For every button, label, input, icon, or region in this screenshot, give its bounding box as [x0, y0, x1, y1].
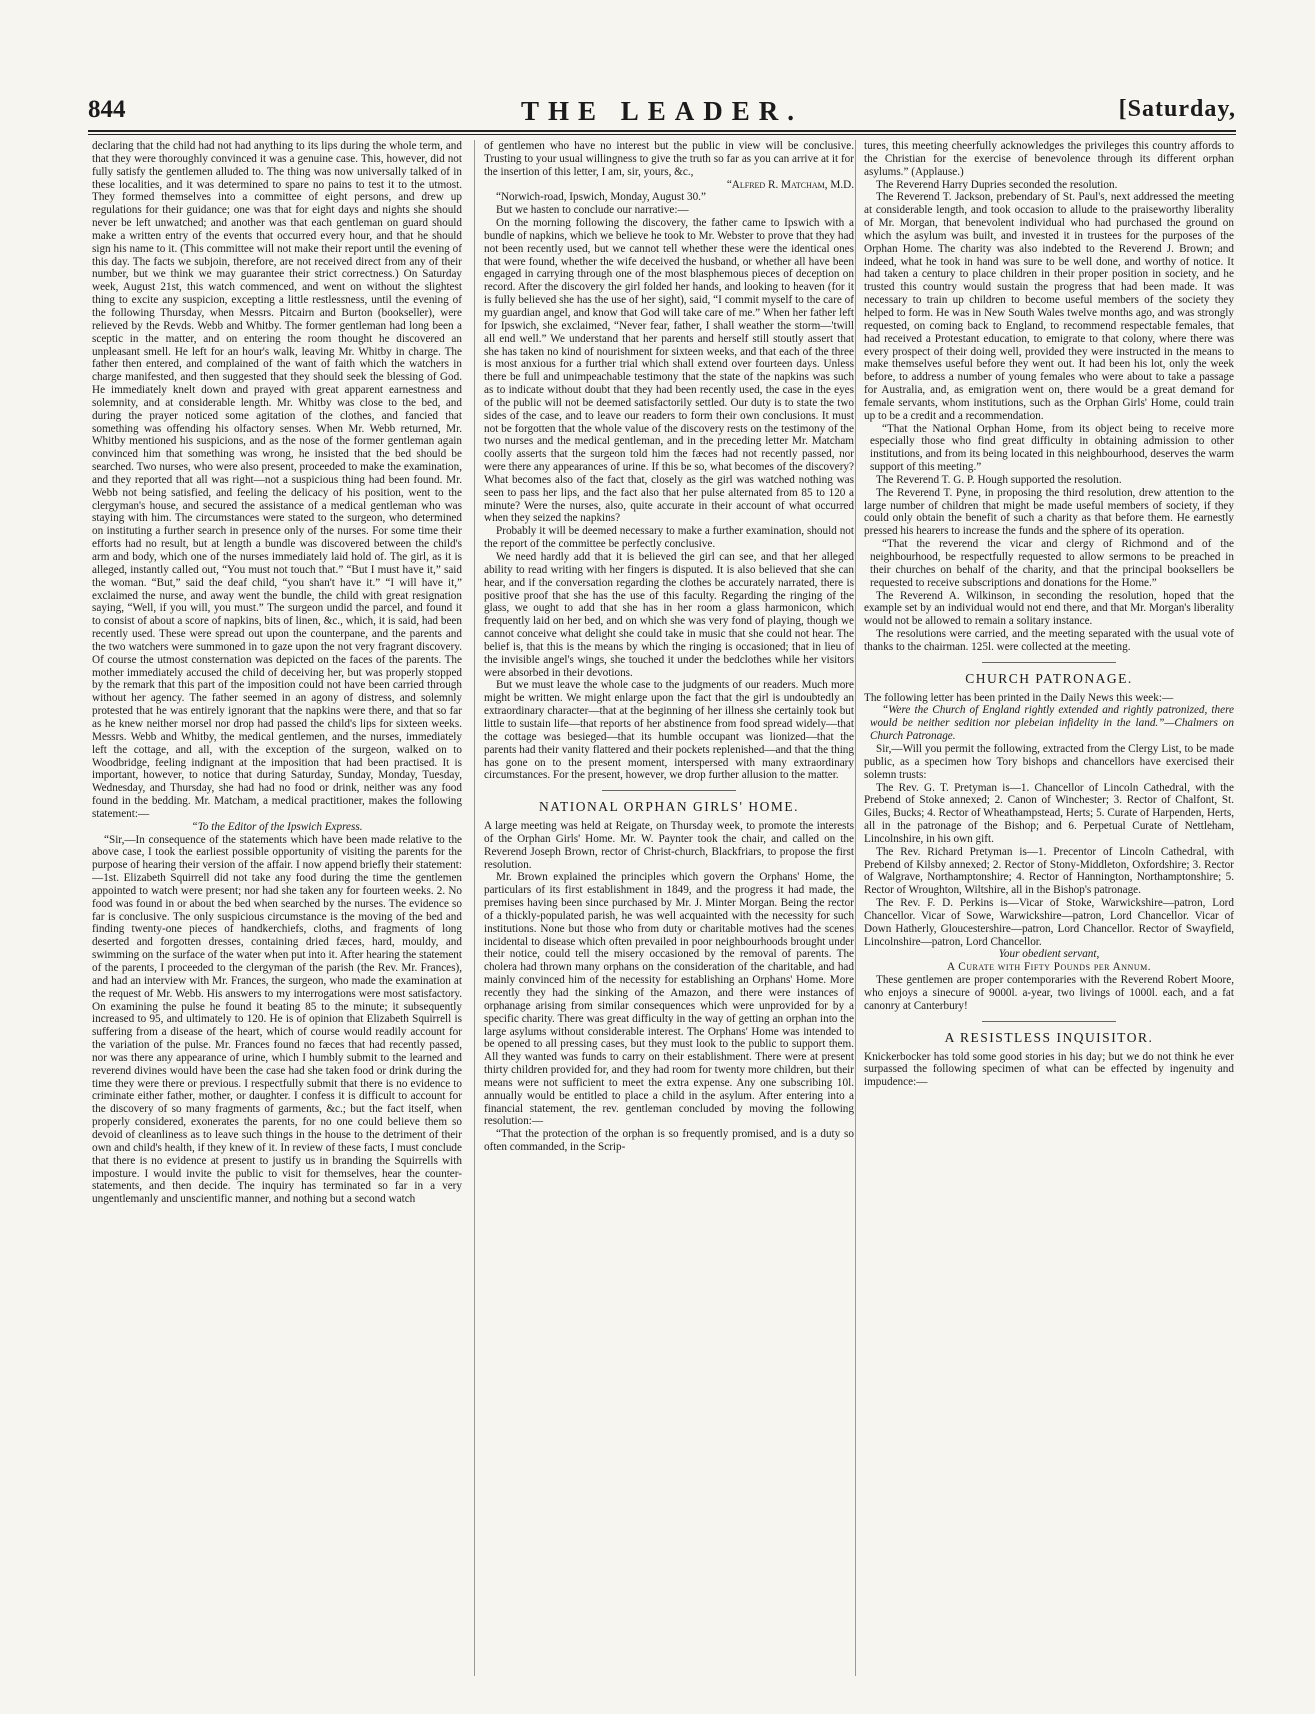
- article-paragraph: Knickerbocker has told some good stories in his day; but we do not think he ever surpassed the following specimen of what can be effected by ingenuity and impudence:—: [864, 1050, 1234, 1089]
- article-paragraph: We need hardly add that it is believed the girl can see, and that her alleged ability to read writing with her fingers is disputed. It is also believed that she can hear, and if the conversation regarding the clothes be accurately narrated, there is positive proof that she has the use of this faculty. Regarding the ringing of the glass, we ought to add that she has in her room a glass harmonicon, which frequently laid on her bed, and on which she was very fond of playing, though we cannot conceive what delight she could take in music that she could not hear. The belief is, that this is the means by which the ringing is occasioned; that in lieu of the invisible angel's wings, she touched it under the bedclothes while her visitors were absorbed in their devotions.: [484, 551, 854, 679]
- article-paragraph: Mr. Brown explained the principles which govern the Orphans' Home, the particulars of its first establishment in 1849, and the progress it had made, the premises having been since purchased by Mr. J. Minter Morgan. Being the rector of a thickly-populated parish, he was well acquainted with the necessity for such institutions. None but those who from duty or charitable motives had the scenes incidental to disease which often prevailed in poor neighbourhoods brought under their notice, could tell the misery occasioned by the removal of parents. The cholera had thrown many orphans on the consideration of the charitable, and had mainly convinced him of the necessity for establishing an Orphans' Home. More recently they had the sinking of the Amazon, and there were instances of orphanage arising from similar consequences which were unprovided for by a specific charity. There was great difficulty in the way of getting an orphan into the large asylums without considerable interest. The Orphans' Home was intended to be opened to all pressing cases, but they must look to the public to support them. All they wanted was funds to carry on their establishment. There were at present thirty children provided for, and they had room for twenty more children, but their means were not sufficient to meet the extra expense. Any one subscribing 10l. annually would be entitled to place a child in the asylum. After entering into a financial statement, the rev. gentleman concluded by moving the following resolution:—: [484, 871, 854, 1128]
- section-heading: A RESISTLESS INQUISITOR.: [944, 1029, 1154, 1045]
- column-divider: [855, 140, 856, 1676]
- resolution-quote: “That the reverend the vicar and clergy of Richmond and of the neighbourhood, be respectfully requested to allow sermons to be preached in their churches on behalf of the charity, and that the principal booksellers be requested to receive subscriptions and donations for the Home.”: [870, 538, 1234, 589]
- article-paragraph: The resolutions were carried, and the meeting separated with the usual vote of thanks to the chairman. 125l. were collected at the meeting.: [864, 628, 1234, 653]
- article-paragraph: The Reverend T. G. P. Hough supported the resolution.: [876, 473, 1122, 486]
- epigraph-quote: “Were the Church of England rightly extended and rightly patronized, there would be neither sedition nor plebeian infidelity in the land.”—Chalmers on Church Patronage.: [870, 704, 1234, 743]
- article-paragraph: The following letter has been printed in the Daily News this week:—: [864, 691, 1174, 704]
- letter-paragraph: The Rev. F. D. Perkins is—Vicar of Stoke, Warwickshire—patron, Lord Chancellor. Vicar of Sowe, Warwickshire—patron, Lord Chancellor. Vicar of Down Hatherly, Gloucestershire—patron, Lord Chancellor. Rector of Swayfield, Lincolnshire—patron, Lord Chancellor.: [864, 897, 1234, 948]
- article-paragraph: But we must leave the whole case to the judgments of our readers. Much more might be written. We might enlarge upon the fact that the girl is undoubtedly an extraordinary character—that at the beginning of her illness she certainly took but little to sustain life—that reports of her abstinence from food spread widely—that the cottage was besieged—that its humble occupant was lionized—that the parents had their vanity flattered and their pockets replenished—and that the thing has gone on to the present moment, interspersed with many extraordinary circumstances. For the present, however, we drop further allusion to the matter.: [484, 679, 854, 782]
- letter-paragraph: The Rev. Richard Pretyman is—1. Precentor of Lincoln Cathedral, with Prebend of Kilsby annexed; 2. Rector of Stony-Middleton, Oxfordshire; 3. Rector of Walgrave, Northamptonshire; 4. Rector of Hannington, Northamptonshire; 5. Rector of Wroughton, Wiltshire, all in the Bishop's patronage.: [864, 845, 1234, 897]
- letter-dateline: “Norwich-road, Ipswich, Monday, August 30.”: [496, 191, 706, 204]
- masthead-rule: [88, 130, 1236, 132]
- newspaper-title: THE LEADER.: [520, 96, 804, 126]
- column-2: [484, 140, 854, 1676]
- page-number: 844: [88, 96, 126, 123]
- article-paragraph: The Reverend T. Jackson, prebendary of St. Paul's, next addressed the meeting at considerable length, and took occasion to allude to the praiseworthy liberality of Mr. Morgan, that benevolent individual who had purchased the ground on which the asylum was built, and invested it in trustees for the purposes of the Orphan Home. The charity was also indebted to the Reverend J. Brown; and indeed, what he took in hand was sure to be well done, and worthy of notice. It had taken a century to place children in their proper position in society, and he trusted this country would sustain the progress that had been made. It was necessary to train up children to become useful members of the society they helped to form. He was in New South Wales twelve months ago, and was strongly requested, on coming back to England, to recommend respectable females, that had received a Protestant education, to emigrate to that colony, where there was every prospect of their doing well, provided they were instructed in the means to make themselves useful before they went out. It had been his lot, only the week before, to address a number of young females who were about to take a passage for Australia, and, as emigration went on, there would be a great demand for female servants, whom institutions, such as the Orphan Girls' Home, could train up to be a credit and a recommendation.: [864, 191, 1234, 422]
- section-heading: CHURCH PATRONAGE.: [965, 670, 1133, 686]
- article-paragraph: But we hasten to conclude our narrative:—: [496, 204, 689, 217]
- masthead-rule-thin: [88, 134, 1236, 135]
- article-paragraph: tures, this meeting cheerfully acknowledges the privileges this country affords to the Christian for the exercise of benevolence through its different orphan asylums.” (Applause.): [864, 140, 1234, 178]
- section-heading: NATIONAL ORPHAN GIRLS' HOME.: [539, 799, 799, 815]
- letter-paragraph: of gentlemen who have no interest but the public in view will be conclusive. Trusting to your usual willingness to give the truth so far as you can arrive at it for the insertion of this letter, I am, sir, yours, &c.,: [484, 140, 854, 178]
- article-paragraph: The Reverend Harry Dupries seconded the resolution.: [876, 178, 1118, 191]
- letter-closing: Your obedient servant,: [998, 948, 1100, 961]
- article-paragraph: The Reverend T. Pyne, in proposing the third resolution, drew attention to the large number of children that might be made useful members of society, if they could only obtain the benefit of such a charity as that before them. He earnestly pressed his hearers to increase the funds and the sphere of its operation.: [864, 486, 1234, 538]
- letter-salutation: “To the Editor of the Ipswich Express.: [191, 820, 363, 833]
- article-paragraph: Probably it will be deemed necessary to make a further examination, should not the report of the committee be perfectly conclusive.: [484, 525, 854, 551]
- letter-paragraph: “Sir,—In consequence of the statements which have been made relative to the above case, I took the earliest possible opportunity of visiting the parents for the purpose of hearing their version of the affair. I now append briefly their statement:—1st. Elizabeth Squirrell did not take any food during the time the gentlemen appointed to watch were present; nor had she taken any for fourteen weeks. 2. No food was found in or about the bed when searched by the nurses. The evidence so far is conclusive. The only suspicious circumstance is the moving of the bed and finding twenty-one pieces of handkerchiefs, cloths, and fragments of long deserted and forgotten dresses, containing dried fæces, hard, mouldy, and swimming on the surface of the water when put into it. After hearing the statement of the parents, I proceeded to the clergyman of the parish (the Rev. Mr. Frances), and had an interview with Mr. Frances, the surgeon, who made the examination at the request of Mr. Webb. His answers to my interrogations were most satisfactory. On examining the pulse he found it beating 85 to the minute; it subsequently increased to 95, and ultimately to 120. He is of opinion that Elizabeth Squirrell is suffering from a disease of the heart, which of course would readily account for the variation of the pulse. Mr. Frances found no fæces that had recently passed, nor was there any appearance of urine, which I humbly submit to the learned and reverend divines would have been the case had she taken food or drink during the time they were there or previous. I respectfully submit that there is no evidence to criminate either father, mother, or daughter. I confess it is difficult to account for the discovery of so many fragments of garments, &c.; but the fact itself, when properly considered, exonerates the parents, for no one could believe them so devoid of cleanliness as to leave such things in the house to the detriment of their own and child's health, if they knew of it. In review of these facts, I must conclude that there is no evidence at present to justify us in branding the Squirrells with imposture. I would invite the public to visit for themselves, hear the counter-statements, and then decide. The inquiry has terminated so far in a very ungentlemanly and unscientific manner, and nothing but a second watch: [92, 833, 462, 1206]
- section-divider: [602, 790, 735, 791]
- column-3: [864, 140, 1234, 1676]
- section-divider: [982, 1021, 1115, 1022]
- resolution-quote: “That the National Orphan Home, from its object being to receive more especially those who find great difficulty in obtaining admission to other institutions, and from its being located in this neighbourhood, deserves the warm support of this meeting.”: [870, 422, 1234, 474]
- article-paragraph: declaring that the child had not had anything to its lips during the whole term, and that they were thoroughly convinced it was a genuine case. This, however, did not fully satisfy the gentlemen alluded to. The thing was now universally talked of in these localities, and it was determined to spare no pains to test it to the utmost. They formed themselves into a committee of eight persons, and drew up regulations for their guidance; one was that for eight days and nights she should never be left unwatched; and another was that each gentleman on guard should make a written entry of the events that occurred every hour, and that he should sign his name to it. (This committee will not make their report until the evening of this day. The facts we subjoin, therefore, are not received direct from any of their number, but we think we may guarantee their strict correctness.) On Saturday week, August 21st, this watch commenced, and went on without the slightest thing to excite any suspicion, excepting a little restlessness, until the evening of the following Thursday, when Messrs. Pitcairn and Burton (bookseller), were relieved by the Revds. Webb and Whitby. The former gentleman had long been a sceptic in the matter, and on entering the room thought he discovered an unpleasant smell. He left for an hour's walk, leaving Mr. Whitby in charge. The father then entered, and complained of the want of faith which the watchers in charge manifested, and then suggested that they should seek the blessing of God. He immediately knelt down and prayed with great apparent earnestness and solemnity, and at considerable length. Mr. Whitby was close to the bed, and during the prayer noticed some agitation of the clothes, and fancied that something was offending his olfactory senses. When Mr. Webb returned, Mr. Whitby mentioned his suspicions, and as the nose of the former gentleman again convinced him that something was wrong, he insisted that the bed should be searched. Two nurses, who were also present, proceeded to make the examination, and they reported that all was right—not a suspicious thing had been found. Mr. Webb not being satisfied, and feeling the delicacy of his position, went to the clergyman's house, and secured the assistance of a medical gentleman who was staying with him. The circumstances were stated to the surgeon, who determined on instituting a further search in presence only of the nurses. For some time their efforts had no result, but at length a bundle was discovered between the child's arm and body, which one of the nurses immediately laid hold of. The girl, as it is alleged, instantly called out, “You must not touch that.” “But I must have it,” said the woman. “But,” said the deaf child, “you shan't have it.” “I will have it,” exclaimed the nurse, and away went the bundle, the child with great resignation saying, “Well, if you will, you must.” The surgeon undid the parcel, and found it to consist of about a score of napkins, bits of linen, &c., which, it is said, had been recently used. These were spread out upon the counterpane, and the parents and the two watchers were summoned in to gaze upon the not very fragrant discovery. Of course the utmost consternation was depicted on the faces of the parents. The mother immediately accused the child of deceiving her, but was properly stopped by the remark that this part of the imposition could not have been carried through without her agency. The father seemed in an agony of distress, and solemnly protested that he was entirely ignorant that the napkins were there, and that so far as he knew neither morsel nor drop had passed the child's lips for sixteen weeks. Messrs. Webb and Whitby, the medical gentlemen, and the nurses, immediately left the cottage, and all, with the exception of the surgeon, walked on to Woodbridge, feeling indignant at the imposition that had been practised. It is important, however, to notice that during Saturday, Sunday, Monday, Tuesday, Wednesday, and Thursday, she had had no food or drink, neither was any food found in the bedding. Mr. Matcham, a medical practitioner, makes the following statement:—: [92, 140, 462, 820]
- article-paragraph: The Reverend A. Wilkinson, in seconding the resolution, hoped that the example set by an individual would not end there, and that Mr. Morgan's liberality would not be allowed to remain a solitary instance.: [864, 589, 1234, 628]
- column-1: [92, 140, 462, 1676]
- article-paragraph: “That the protection of the orphan is so frequently promised, and is a duty so often commanded, in the Scrip-: [484, 1128, 854, 1154]
- article-paragraph: These gentlemen are proper contemporaries with the Reverend Robert Moore, who enjoys a sinecure of 9000l. a-year, two livings of 1000l. each, and a fat canonry at Canterbury!: [864, 974, 1234, 1012]
- section-divider: [982, 662, 1115, 663]
- letter-paragraph: Sir,—Will you permit the following, extracted from the Clergy List, to be made public, as a specimen how Tory bishops and chancellors have exercised their solemn trusts:: [864, 742, 1234, 781]
- issue-day: [Saturday,: [1118, 96, 1236, 122]
- column-divider: [474, 140, 475, 1676]
- article-paragraph: On the morning following the discovery, the father came to Ipswich with a bundle of napkins, which we believe he took to Mr. Webster to prove that they had not been recently used, but we cannot tell whether these were the identical ones that were found, whether the wife deceived the husband, or whether all have been engaged in carrying through one of the most blasphemous pieces of deception on record. After the discovery the girl folded her hands, and looking to heaven (for it is fully believed she has the use of her sight), said, “I commit myself to the care of my guardian angel, and know that God will take care of me.” When her father left for Ipswich, she exclaimed, “Never fear, father, I shall weather the storm—'twill all end well.” We understand that her parents and herself still stoutly assert that she has taken no kind of nourishment for sixteen weeks, and that each of the three is most anxious for a further trial which shall extend over fourteen days. Unless there be full and unimpeachable testimony that the state of the napkins was such as to indicate without doubt that they had been recently used, the case in the eyes of the public will not be deemed satisfactorily settled. Our duty is to state the two sides of the case, and to leave our readers to form their own conclusions. It must not be forgotten that the whole value of the discovery rests on the testimony of the two nurses and the medical gentleman, and in the preceding letter Mr. Matcham coolly asserts that the surgeon told him the fæces had not recently passed, nor were there any appearances of urine. If this be so, what becomes of the discovery? What becomes also of the fact that, closely as the girl was watched nothing was seen to pass her lips, and the fact also that her pulse alternated from 85 to 120 a minute? Were the nurses, also, quite accurate in their account of what occurred when they seized the napkins?: [484, 217, 854, 525]
- letter-signature: A Curate with Fifty Pounds per Annum.: [946, 961, 1152, 974]
- article-paragraph: A large meeting was held at Reigate, on Thursday week, to promote the interests of the Orphan Girls' Home. Mr. W. Paynter took the chair, and called on the Reverend Joseph Brown, rector of Christ-church, Blackfriars, to propose the first resolution.: [484, 820, 854, 871]
- letter-paragraph: The Rev. G. T. Pretyman is—1. Chancellor of Lincoln Cathedral, with the Prebend of Stoke annexed; 2. Canon of Winchester; 3. Rector of Chalfont, St. Giles, Bucks; 4. Rector of Wheathampstead, Herts; 5. Curate of Harpenden, Herts, all in the patronage of the Bishop; and 6. Perpetual Curate of Nettleham, Lincolnshire, in his own gift.: [864, 781, 1234, 845]
- masthead: [88, 96, 1236, 130]
- letter-signature: “Alfred R. Matcham, M.D.: [726, 178, 854, 191]
